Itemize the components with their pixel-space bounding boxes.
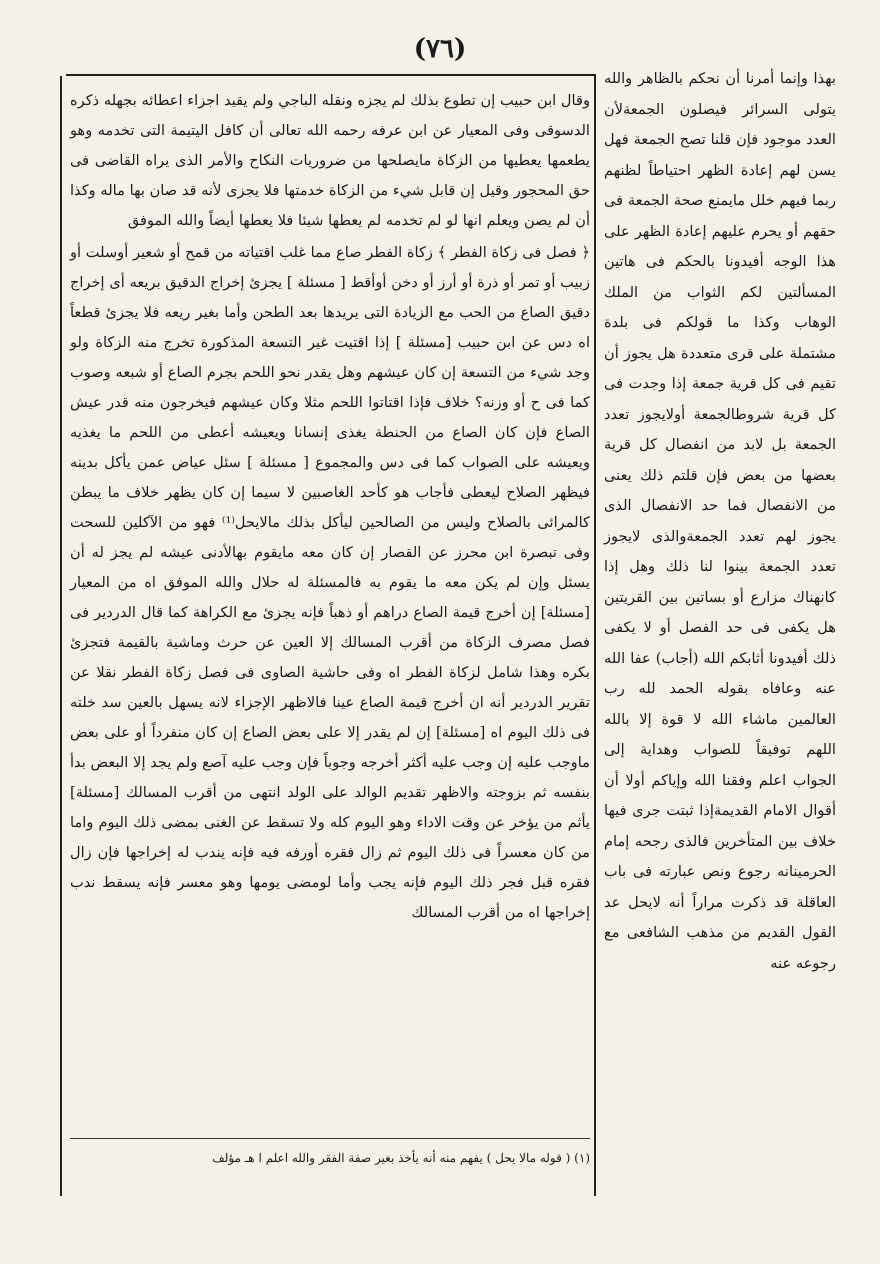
main-paragraph-1: وقال ابن حبيب إن تطوع بذلك لم يجزه ونقله الباجي ولم يقيد اجزاء اعطائه بجهله ذكره الدسوقى وفى المعيار عن ابن عرفه رحمه الله تعالى أن كافل اليتيمة التى تخدمه وهو يطعمها يعطيها من الزكاة مايصلحها من ضروريات النكاح والأمر الذى يراه القاضى فى حق المحجور وقيل إن قابل شيء من الزكاة خدمتها فلا يجزى لأنه قد صان بها ماله وكذا أن لم يصن ويعلم انها لو لم تخدمه لم يعطها شيئا فلا يعطها أيضاً والله الموفق <box>70 92 590 229</box>
main-paragraph-2: ﴿ فصل فى زكاة الفطر ﴾ زكاة الفطر صاع مما غلب اقتياته من قمح أو شعير أوسلت أو زبيب أو تمر أو ذرة أو أرز أو دخن أوأقط [ مسئلة ] يجزئ إخراج الدقيق بريعه أى إخراج دقيق الصاع من الحب مع الزيادة التى يريدها بعد الطحن وأما بغير ريعه فلا يجزئ قطعاً اه دس عن ابن حبيب [مسئلة ] إذا اقتيت غير التسعة المذكورة تخرج منه الزكاة ولو وجد شيء من التسعة إن كان عيشهم وهل يقدر نحو اللحم بجرم الصاع أو شبعه وصوب كما فى ح أو وزنه؟ خلاف فإذا اقتاتوا اللحم مثلا وكان عيشهم فيخرجون منه قدر عيش الصاع فإن كان الصاع من الحنطة يغذى إنسانا ويعيشه أعطى من اللحم ما يغذيه ويعيشه على الصواب كما فى دس والمجموع [ مسئلة ] سئل عياض عمن يأكل بدينه فيظهر الصلاح ليعطى فأجاب هو كأحد الغاصبين لا سيما إن كان يظهر خلاف ما يبطن كالمرائى بالصلاح وليس من الصالحين ليأكل بذلك مالايحل⁽¹⁾ فهو من الآكلين للسحت وفى تبصرة ابن محرز عن القصار إن كان معه مايقوم بهالأدنى عيشه لم يجز له أن يسئل وإن لم يكن معه ما يقوم به فالمسئلة له حلال والله الموفق اه من المعيار [مسئلة] إن أخرج قيمة الصاع دراهم أو ذهباً فإنه يجزئ مع الكراهة كما قال الدردير فى فصل مصرف الزكاة من أقرب المسالك إلا العين عن حرث وماشية بالقيمة فتجزئ بكره وهذا شامل لزكاة الفطر اه وفى حاشية الصاوى فى فصل زكاة الفطر نقلا عن تقرير الدردير أنه ان أخرج قيمة الصاع عينا فالاظهر الإجزاء لانه يسهل بالعين سد خلته فى ذلك اليوم اه [مسئلة] إن لم يقدر إلا على بعض الصاع إن كان منفرداً أو على بعض ماوجب عليه إن وجب عليه أكثر أخرجه وجوباً فإن وجب عليه آصع ولم يجد إلا البعض بدأ بنفسه ثم بزوجته والاظهر تقديم الوالد على الولد انتهى من أقرب المسالك [مسئلة] يأثم من يؤخر عن وقت الاداء وهو اليوم كله ولا تسقط عن الغنى بمضى ذلك اليوم واما من كان معسراً فى ذلك اليوم ثم زال فقره أورفه فيه فإنه يندب له إخراجها فإن زال فقره قبل فجر ذلك اليوم فإنه يجب وأما لومضى يومها وهو معسر فإنه يسقط ندب إخراجها اه من أقرب المسالك <box>70 244 590 921</box>
main-text-column <box>70 86 590 928</box>
page-number: (٧٦) <box>413 34 467 64</box>
footnote-rule <box>70 1138 590 1139</box>
side-text-column: بهذا وإنما أمرنا أن نحكم بالظاهر والله يتولى السرائر فيصلون الجمعةلأن العدد موجود فإن قلنا تصح الجمعة فهل يسن لهم إعادة الظهر احتياطاً لظنهم ربما فيهم خلل مايمنع صحة الجمعة فى حقهم أو يحرم عليهم إعادة الظهر على هذا الوجه أفيدونا بالحكم فى هاتين المسألتين لكم الثواب من الملك الوهاب وكذا ما قولكم فى بلدة مشتملة على قرى متعددة هل يجوز أن تقيم فى كل قرية جمعة إذا وجدت فى كل قرية شروطالجمعة أولايجوز تعدد الجمعة بل لابد من انفصال كل قرية بعضها من بعض فإن قلتم ذلك يعنى من الانفصال فما حد الانفصال الذى يجوز لهم تعدد الجمعةوالذى لايجوز تعدد الجمعة بينوا لنا ذلك وهل إذا كانهناك مزارع أو بساتين بين القريتين هل يكفى فى حد الفصل أو لا يكفى ذلك أفيدونا أثابكم الله (أجاب) عفا الله عنه وعافاه بقوله الحمد لله رب العالمين ماشاء الله لا قوة إلا بالله اللهم توفيقاً للصواب وهداية إلى الجواب اعلم وفقنا الله وإياكم أولا أن أقوال الامام القديمةإذا ثبتت جرى فيها خلاف بين المتأخرين فالذى رجحه إمام الحرمينانه رجوع ونص عبارته فى باب العاقلة قد ذكرت مراراً أنه لايحل عد القول القديم من مذهب الشافعى مع رجوعه عنه <box>604 70 836 972</box>
footnote: (١) ( قوله مالا يحل ) يفهم منه أنه يأخذ بغير صفة الفقر والله اعلم ا هـ مؤلف <box>212 1151 590 1165</box>
